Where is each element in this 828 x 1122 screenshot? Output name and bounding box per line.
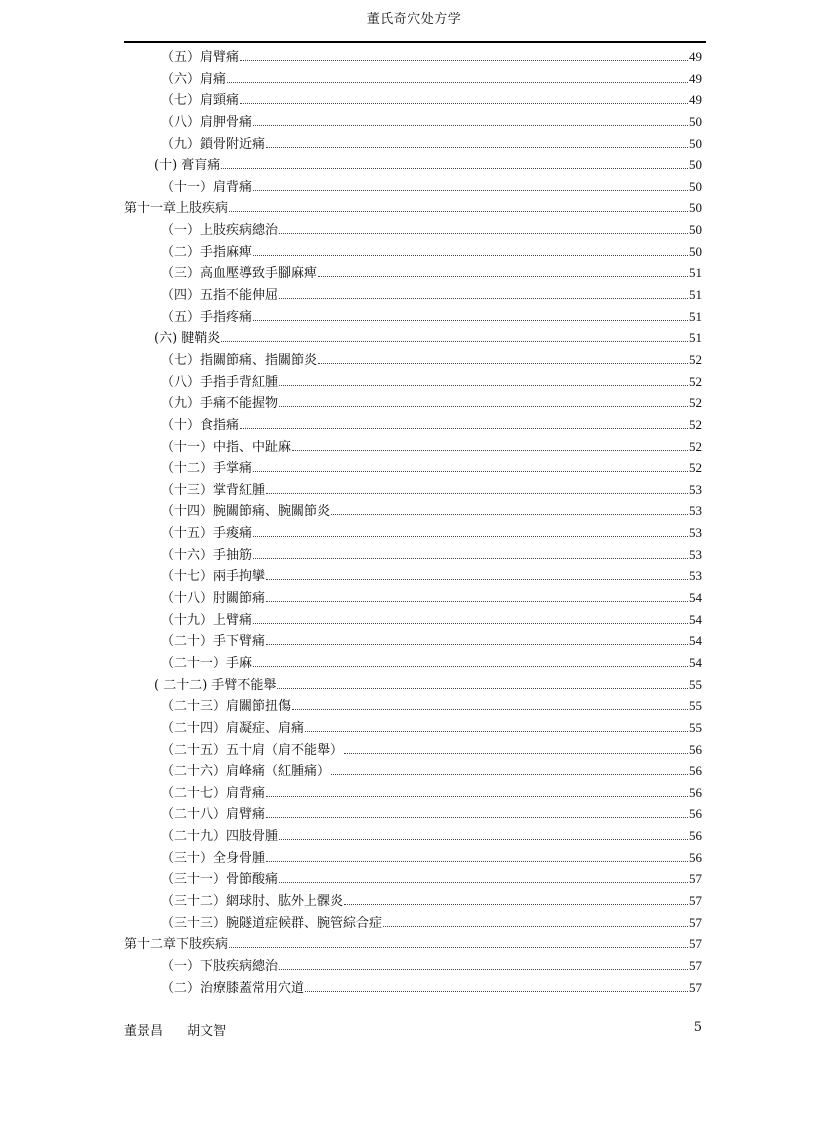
toc-entry-page: 50 — [689, 178, 702, 194]
toc-entry[interactable] — [124, 587, 702, 609]
toc-dot-leader — [266, 796, 688, 797]
toc-dot-leader — [279, 385, 688, 386]
toc-entry[interactable] — [124, 847, 702, 869]
toc-chapter-entry[interactable] — [124, 933, 702, 955]
toc-entry[interactable] — [124, 977, 702, 999]
toc-entry-label: （四）五指不能伸屈 — [161, 288, 279, 304]
toc-entry-page: 52 — [689, 351, 702, 367]
toc-entry[interactable] — [124, 219, 702, 241]
toc-dot-leader — [266, 601, 688, 602]
toc-entry-label: （二十七）肩背痛 — [161, 785, 266, 801]
toc-dot-leader — [229, 211, 688, 212]
toc-entry-page: 57 — [689, 914, 702, 930]
table-of-contents — [124, 46, 702, 998]
toc-entry[interactable] — [124, 457, 702, 479]
toc-entry[interactable] — [124, 68, 702, 90]
toc-entry-page: 50 — [689, 200, 702, 216]
toc-entry-page: 53 — [689, 546, 702, 562]
toc-dot-leader — [253, 623, 688, 624]
toc-dot-leader — [305, 991, 688, 992]
toc-entry[interactable] — [124, 133, 702, 155]
toc-entry-page: 57 — [689, 892, 702, 908]
toc-entry-label: （三十一）骨節酸痛 — [161, 872, 279, 888]
toc-dot-leader — [279, 298, 688, 299]
toc-entry-label: （二）治療膝蓋常用穴道 — [161, 980, 305, 996]
toc-entry[interactable] — [124, 868, 702, 890]
toc-entry-label: （二）手指麻痺 — [161, 244, 253, 260]
toc-entry-page: 53 — [689, 481, 702, 497]
footer-author-1: 董景昌 — [124, 1024, 164, 1039]
toc-entry[interactable] — [124, 46, 702, 68]
toc-dot-leader — [344, 753, 688, 754]
toc-entry-page: 56 — [689, 741, 702, 757]
toc-dot-leader — [240, 60, 688, 61]
footer-author-2: 胡文智 — [187, 1024, 227, 1039]
toc-entry-label: （九）鎖骨附近痛 — [161, 136, 266, 152]
toc-entry[interactable] — [124, 479, 702, 501]
toc-entry-label: （十九）上臂痛 — [161, 612, 253, 628]
toc-entry[interactable] — [124, 760, 702, 782]
toc-entry[interactable] — [124, 955, 702, 977]
toc-entry[interactable] — [124, 349, 702, 371]
toc-entry-page: 49 — [689, 49, 702, 64]
toc-entry-label: （八）手指手背紅腫 — [161, 374, 279, 390]
toc-dot-leader — [279, 233, 688, 234]
toc-entry-page: 55 — [689, 698, 702, 714]
toc-entry-label: （二十四）肩凝症、肩痛 — [161, 720, 305, 736]
toc-entry-page: 55 — [689, 676, 702, 692]
toc-entry-label: （六）肩痛 — [161, 71, 227, 87]
footer-page-number: 5 — [693, 1020, 702, 1035]
toc-entry-page: 53 — [689, 568, 702, 584]
toc-entry-label: （五）肩臂痛 — [161, 50, 240, 65]
toc-entry-page: 57 — [689, 979, 702, 995]
toc-entry-label: （二十一）手麻 — [161, 655, 253, 671]
toc-entry[interactable] — [124, 414, 702, 436]
toc-entry-page: 52 — [689, 395, 702, 411]
toc-entry-page: 54 — [689, 654, 702, 670]
toc-entry[interactable] — [124, 890, 702, 912]
toc-entry-page: 53 — [689, 503, 702, 519]
header-divider — [124, 41, 706, 43]
toc-entry[interactable] — [124, 392, 702, 414]
toc-entry-label: （十一）肩背痛 — [161, 179, 253, 195]
toc-entry[interactable] — [124, 825, 702, 847]
toc-dot-leader — [227, 82, 688, 83]
toc-dot-leader — [253, 255, 688, 256]
toc-entry-label: （二十五）五十肩（肩不能舉） — [161, 742, 344, 758]
toc-dot-leader — [221, 168, 688, 169]
toc-dot-leader — [279, 406, 688, 407]
toc-entry-label: （九）手痛不能握物 — [161, 396, 279, 412]
toc-dot-leader — [266, 493, 688, 494]
toc-dot-leader — [253, 666, 688, 667]
toc-entry-label: （二十九）四肢骨腫 — [161, 829, 279, 845]
toc-entry-label: （十八）肘關節痛 — [161, 591, 266, 607]
toc-entry-label: （二十）手下臂痛 — [161, 634, 266, 650]
toc-entry[interactable] — [124, 522, 702, 544]
toc-entry-page: 50 — [689, 157, 702, 173]
toc-entry-page: 55 — [689, 719, 702, 735]
toc-dot-leader — [344, 904, 688, 905]
toc-entry-page: 57 — [689, 957, 702, 973]
toc-entry[interactable] — [124, 176, 702, 198]
toc-dot-leader — [253, 320, 688, 321]
toc-entry-page: 54 — [689, 633, 702, 649]
toc-dot-leader — [279, 969, 688, 970]
toc-dot-leader — [266, 817, 688, 818]
toc-entry[interactable] — [124, 609, 702, 631]
toc-entry-label: （三十）全身骨腫 — [161, 850, 266, 866]
toc-entry-page: 56 — [689, 784, 702, 800]
toc-dot-leader — [229, 947, 688, 948]
toc-dot-leader — [253, 536, 688, 537]
toc-entry-label: （二十六）肩峰痛（紅腫痛） — [161, 764, 331, 780]
toc-entry[interactable] — [124, 241, 702, 263]
toc-entry-label: 第十二章下肢疾病 — [124, 937, 229, 953]
toc-entry-page: 50 — [689, 222, 702, 238]
toc-entry-page: 50 — [689, 113, 702, 129]
toc-entry-page: 57 — [689, 936, 702, 952]
toc-dot-leader — [253, 558, 688, 559]
toc-entry-page: 56 — [689, 763, 702, 779]
toc-entry-label: （二十八）肩臂痛 — [161, 807, 266, 823]
toc-entry[interactable] — [124, 803, 702, 825]
toc-entry-label: （十六）手抽筋 — [161, 547, 253, 563]
toc-entry-page: 51 — [689, 308, 702, 324]
toc-entry[interactable] — [124, 912, 702, 934]
toc-entry[interactable] — [124, 717, 702, 739]
toc-entry-label: 第十一章上肢疾病 — [124, 201, 229, 217]
toc-entry-label: （七）肩頸痛 — [161, 93, 240, 109]
toc-entry[interactable] — [124, 154, 702, 176]
toc-entry-page: 50 — [689, 135, 702, 151]
toc-entry-page: 49 — [689, 92, 702, 108]
toc-entry[interactable] — [124, 500, 702, 522]
toc-dot-leader — [292, 709, 688, 710]
toc-dot-leader — [266, 579, 688, 580]
toc-entry-label: （三）高血壓導致手腳麻痺 — [161, 266, 318, 282]
toc-entry[interactable] — [124, 111, 702, 133]
toc-entry-label: （八）肩胛骨痛 — [161, 114, 253, 130]
toc-entry-label: ( 二十二) 手臂不能舉 — [154, 677, 277, 693]
toc-dot-leader — [253, 471, 688, 472]
toc-dot-leader — [266, 644, 688, 645]
toc-entry[interactable] — [124, 436, 702, 458]
toc-entry[interactable] — [124, 695, 702, 717]
footer-authors — [124, 1020, 226, 1039]
toc-dot-leader — [240, 428, 688, 429]
toc-entry-label: （十三）掌背紅腫 — [161, 482, 266, 498]
toc-entry[interactable] — [124, 782, 702, 804]
toc-entry-page: 57 — [689, 871, 702, 887]
toc-entry[interactable] — [124, 327, 702, 349]
toc-entry-label: （一）上肢疾病總治 — [161, 223, 279, 239]
toc-entry-label: (十) 膏肓痛 — [154, 158, 221, 174]
toc-entry-page: 52 — [689, 438, 702, 454]
toc-entry-page: 56 — [689, 849, 702, 865]
page-footer — [124, 1020, 702, 1039]
toc-dot-leader — [277, 688, 688, 689]
toc-entry-label: （十）食指痛 — [161, 417, 240, 433]
toc-dot-leader — [279, 839, 688, 840]
toc-entry-page: 49 — [689, 70, 702, 86]
toc-entry-label: （十五）手痠痛 — [161, 526, 253, 542]
toc-dot-leader — [221, 341, 688, 342]
toc-entry-label: （三十二）網球肘、肱外上髁炎 — [161, 893, 344, 909]
toc-entry-label: （二十三）肩關節扭傷 — [161, 699, 292, 715]
toc-entry[interactable] — [124, 544, 702, 566]
toc-dot-leader — [331, 774, 688, 775]
toc-entry[interactable] — [124, 674, 702, 696]
toc-entry-page: 52 — [689, 373, 702, 389]
toc-dot-leader — [292, 450, 688, 451]
toc-entry-label: （五）手指疼痛 — [161, 309, 253, 325]
toc-entry-label: （十四）腕關節痛、腕關節炎 — [161, 504, 331, 520]
toc-dot-leader — [318, 276, 688, 277]
toc-entry-label: （一）下肢疾病總治 — [161, 958, 279, 974]
toc-entry[interactable] — [124, 89, 702, 111]
toc-entry-label: （三十三）腕隧道症候群、腕管綜合症 — [161, 915, 383, 931]
toc-dot-leader — [305, 731, 688, 732]
toc-entry[interactable] — [124, 565, 702, 587]
toc-dot-leader — [318, 363, 688, 364]
toc-dot-leader — [279, 882, 688, 883]
toc-entry-page: 50 — [689, 243, 702, 259]
toc-entry[interactable] — [124, 739, 702, 761]
toc-dot-leader — [266, 861, 688, 862]
toc-entry-page: 52 — [689, 416, 702, 432]
toc-entry-page: 54 — [689, 611, 702, 627]
toc-entry[interactable] — [124, 284, 702, 306]
toc-entry-page: 51 — [689, 287, 702, 303]
page-header: 董氏奇穴处方学 — [366, 12, 462, 27]
toc-entry[interactable] — [124, 306, 702, 328]
toc-entry[interactable] — [124, 652, 702, 674]
toc-entry[interactable] — [124, 262, 702, 284]
toc-dot-leader — [253, 125, 688, 126]
toc-entry-label: （七）指關節痛、指關節炎 — [161, 352, 318, 368]
toc-dot-leader — [240, 103, 688, 104]
toc-entry-label: （十七）兩手拘攣 — [161, 569, 266, 585]
toc-entry-label: （十一）中指、中趾麻 — [161, 439, 292, 455]
toc-entry-label: （十二）手掌痛 — [161, 461, 253, 477]
toc-entry-page: 52 — [689, 460, 702, 476]
toc-dot-leader — [331, 514, 688, 515]
toc-dot-leader — [266, 147, 688, 148]
toc-chapter-entry[interactable] — [124, 197, 702, 219]
toc-entry-page: 51 — [689, 265, 702, 281]
toc-dot-leader — [383, 926, 688, 927]
toc-entry-page: 53 — [689, 525, 702, 541]
toc-entry-page: 54 — [689, 590, 702, 606]
toc-entry-page: 51 — [689, 330, 702, 346]
toc-entry[interactable] — [124, 371, 702, 393]
toc-entry-page: 56 — [689, 806, 702, 822]
toc-dot-leader — [253, 190, 688, 191]
toc-entry-page: 56 — [689, 828, 702, 844]
toc-entry[interactable] — [124, 630, 702, 652]
toc-entry-label: (六) 腱鞘炎 — [154, 331, 221, 347]
